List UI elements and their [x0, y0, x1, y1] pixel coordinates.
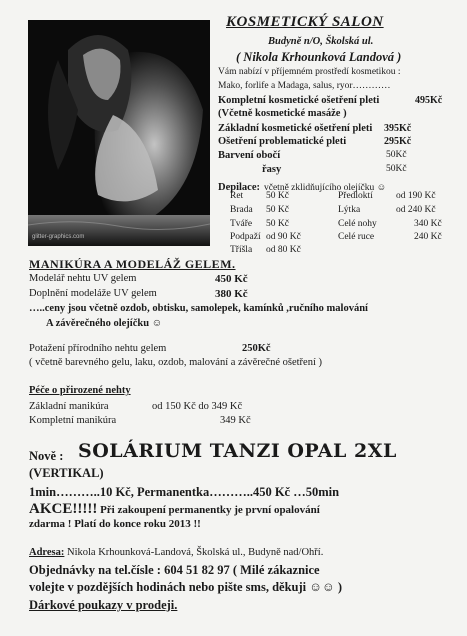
order-line-2: volejte v pozdějších hodinách nebo pište sms, děkuji ☺☺ ) [29, 580, 343, 594]
promo-text: Při zakoupení permanentky je první opalování [97, 504, 320, 516]
manicure-item: Modelář nehtu UV gelem [29, 273, 137, 284]
depilation-item: Tříšla [230, 245, 253, 255]
solarium-pricing: 1min………..10 Kč, Permanentka………..450 Kč …50min [29, 485, 340, 499]
solarium-prefix: Nově : [29, 449, 64, 463]
natural-care-price: 349 Kč [220, 415, 251, 426]
depilation-price: 50 Kč [266, 191, 289, 201]
natural-care-title: Péče o přirozené nehty [29, 385, 131, 396]
depilation-price: od 240 Kč [396, 205, 436, 215]
natural-care-item: Kompletní manikúra [29, 415, 117, 426]
watermark: glitter-graphics.com [32, 234, 85, 240]
depilation-item: Celé ruce [338, 232, 375, 242]
manicure-item: Doplnění modeláže UV gelem [29, 288, 157, 299]
depilation-item: Ret [230, 191, 244, 201]
depilation-item: Předloktí [338, 191, 373, 201]
depilation-price: 340 Kč [414, 219, 442, 229]
depilation-price: 240 Kč [414, 232, 442, 242]
intro-line-2: Mako, forlife a Madaga, salus, ryor………… [218, 81, 391, 91]
order-line-1: Objednávky na tel.čísle : 604 51 82 97 ( Milé zákaznice [29, 563, 320, 577]
depilation-price: od 80 Kč [266, 245, 301, 255]
cosmetic-item: Kompletní kosmetické ošetření pleti [218, 95, 380, 106]
cosmetic-item: řasy [262, 164, 282, 175]
salon-address: Budyně n/O, Školská ul. [268, 36, 374, 47]
depilation-note: včetně zklidňujícího olejíčku ☺ [264, 183, 387, 193]
address-text: Nikola Krhounková-Landová, Školská ul., Budyně nad/Ohří. [64, 547, 324, 558]
promo-line-2: zdarma ! Platí do konce roku 2013 !! [29, 518, 201, 530]
depilation-item: Podpaží [230, 232, 261, 242]
cosmetic-price: 50Kč [386, 150, 407, 160]
solarium-title: SOLÁRIUM TANZI OPAL 2XL [78, 440, 397, 462]
depilation-price: od 190 Kč [396, 191, 436, 201]
salon-owner: ( Nikola Krhounková Landová ) [236, 50, 402, 64]
natural-gel-note: ( včetně barevného gelu, laku, ozdob, malování a závěrečné ošetření ) [29, 357, 322, 368]
salon-title: KOSMETICKÝ SALON [226, 14, 384, 30]
depilation-price: od 90 Kč [266, 232, 301, 242]
natural-care-item: Základní manikúra [29, 401, 109, 412]
footer-address [29, 547, 323, 558]
depilation-price: 50 Kč [266, 219, 289, 229]
manicure-price: 380 Kč [215, 288, 248, 300]
manicure-note: A závěrečného olejíčku ☺ [46, 318, 163, 329]
cosmetic-price: 395Kč [384, 123, 412, 134]
gift-vouchers: Dárkové poukazy v prodeji. [29, 598, 178, 612]
angel-photo [28, 20, 210, 246]
manicure-note: …..ceny jsou včetně ozdob, obtisku, samolepek, kamínků ,ručního malování [29, 303, 368, 314]
angel-illustration [28, 20, 210, 246]
depilation-item: Brada [230, 205, 253, 215]
depilation-item: Tváře [230, 219, 253, 229]
cosmetic-item: Základní kosmetické ošetření pleti [218, 123, 373, 134]
manicure-price: 450 Kč [215, 273, 248, 285]
depilation-price: 50 Kč [266, 205, 289, 215]
natural-gel-price: 250Kč [242, 343, 271, 354]
natural-gel-item: Potažení přírodního nehtu gelem [29, 343, 167, 354]
natural-care-price: od 150 Kč do 349 Kč [152, 401, 243, 412]
solarium-subtitle: (VERTIKAL) [29, 466, 104, 480]
intro-line-1: Vám nabízí v příjemném prostředí kosmetikou : [218, 67, 401, 77]
cosmetic-item: (Včetně kosmetické masáže ) [218, 108, 347, 119]
cosmetic-price: 495Kč [415, 95, 443, 106]
cosmetic-item: Barvení obočí [218, 150, 281, 161]
cosmetic-item: Ošetření problematické pleti [218, 136, 347, 147]
solarium-promo [29, 500, 320, 518]
manicure-title: MANIKÚRA A MODELÁŽ GELEM. [29, 257, 236, 271]
address-label: Adresa: [29, 547, 65, 558]
cosmetic-price: 50Kč [386, 164, 407, 174]
depilation-item: Celé nohy [338, 219, 377, 229]
depilation-item: Lýtka [338, 205, 361, 215]
promo-label: AKCE!!!!! [29, 501, 98, 517]
depilation-title: Depilace: [218, 182, 260, 193]
cosmetic-price: 295Kč [384, 136, 412, 147]
